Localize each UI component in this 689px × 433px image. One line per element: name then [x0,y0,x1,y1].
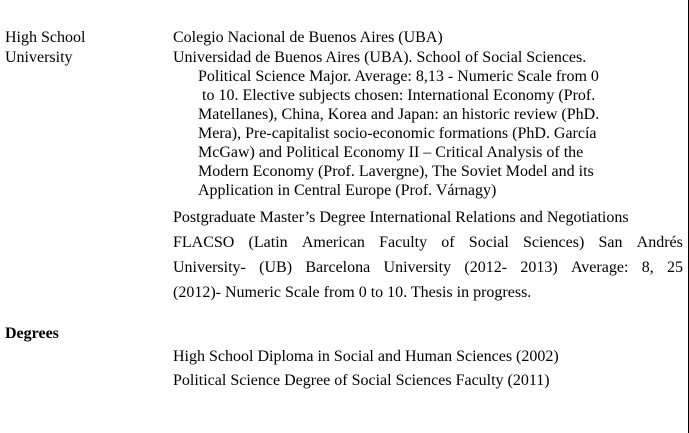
masters-word: Social [468,234,509,251]
university-details [198,67,599,200]
masters-word: 25 [666,259,683,276]
masters-line-4: (2012)- Numeric Scale from 0 to 10. Thesis in progress. [173,284,532,301]
masters-word: Average: [570,259,629,276]
university-detail-line: Political Science Major. Average: 8,13 - Numeric Scale from 0 [198,68,599,85]
masters-word: Sciences) [522,234,585,251]
degree-item: Political Science Degree of Social Sciences Faculty (2011) [173,372,550,389]
masters-word: (2012- [464,259,508,276]
university-detail-line: to 10. Elective subjects chosen: International Economy (Prof. [202,87,596,104]
university-first-line: Universidad de Buenos Aires (UBA). School of Social Sciences. [173,49,587,66]
high-school-label: High School [5,29,86,46]
university-detail-line: Modern Economy (Prof. Lavergne), The Soviet Model and its [198,163,594,180]
masters-word: (UB) [259,259,293,276]
masters-degree-block [173,205,683,305]
masters-word: Faculty [379,234,428,251]
masters-word: University [383,259,452,276]
masters-word: 2013) [520,259,558,276]
masters-word: 8, [641,259,654,276]
university-detail-line: McGaw) and Political Economy II – Critical Analysis of the [198,144,584,161]
masters-word: Andrés [636,234,683,251]
university-detail-line: Mera), Pre-capitalist socio-economic formations (PhD. García [198,125,597,142]
high-school-value: Colegio Nacional de Buenos Aires (UBA) [173,29,443,46]
masters-word: San [598,234,623,251]
masters-word: FLACSO [173,234,235,251]
degrees-heading: Degrees [5,325,59,342]
degree-item: High School Diploma in Social and Human Sciences (2002) [173,348,559,365]
masters-word: University- [173,259,246,276]
university-detail-line: Matellanes), China, Korea and Japan: an historic review (PhD. [198,106,600,123]
university-label: University [5,49,73,66]
masters-line-2 [173,230,683,255]
masters-line-1: Postgraduate Master’s Degree International Relations and Negotiations [173,209,629,226]
masters-line-3 [173,255,683,280]
masters-word: Barcelona [305,259,371,276]
masters-word: American [301,234,365,251]
university-detail-line: Application in Central Europe (Prof. Várnagy) [198,182,497,199]
masters-word: of [441,234,455,251]
masters-word: (Latin [248,234,288,251]
